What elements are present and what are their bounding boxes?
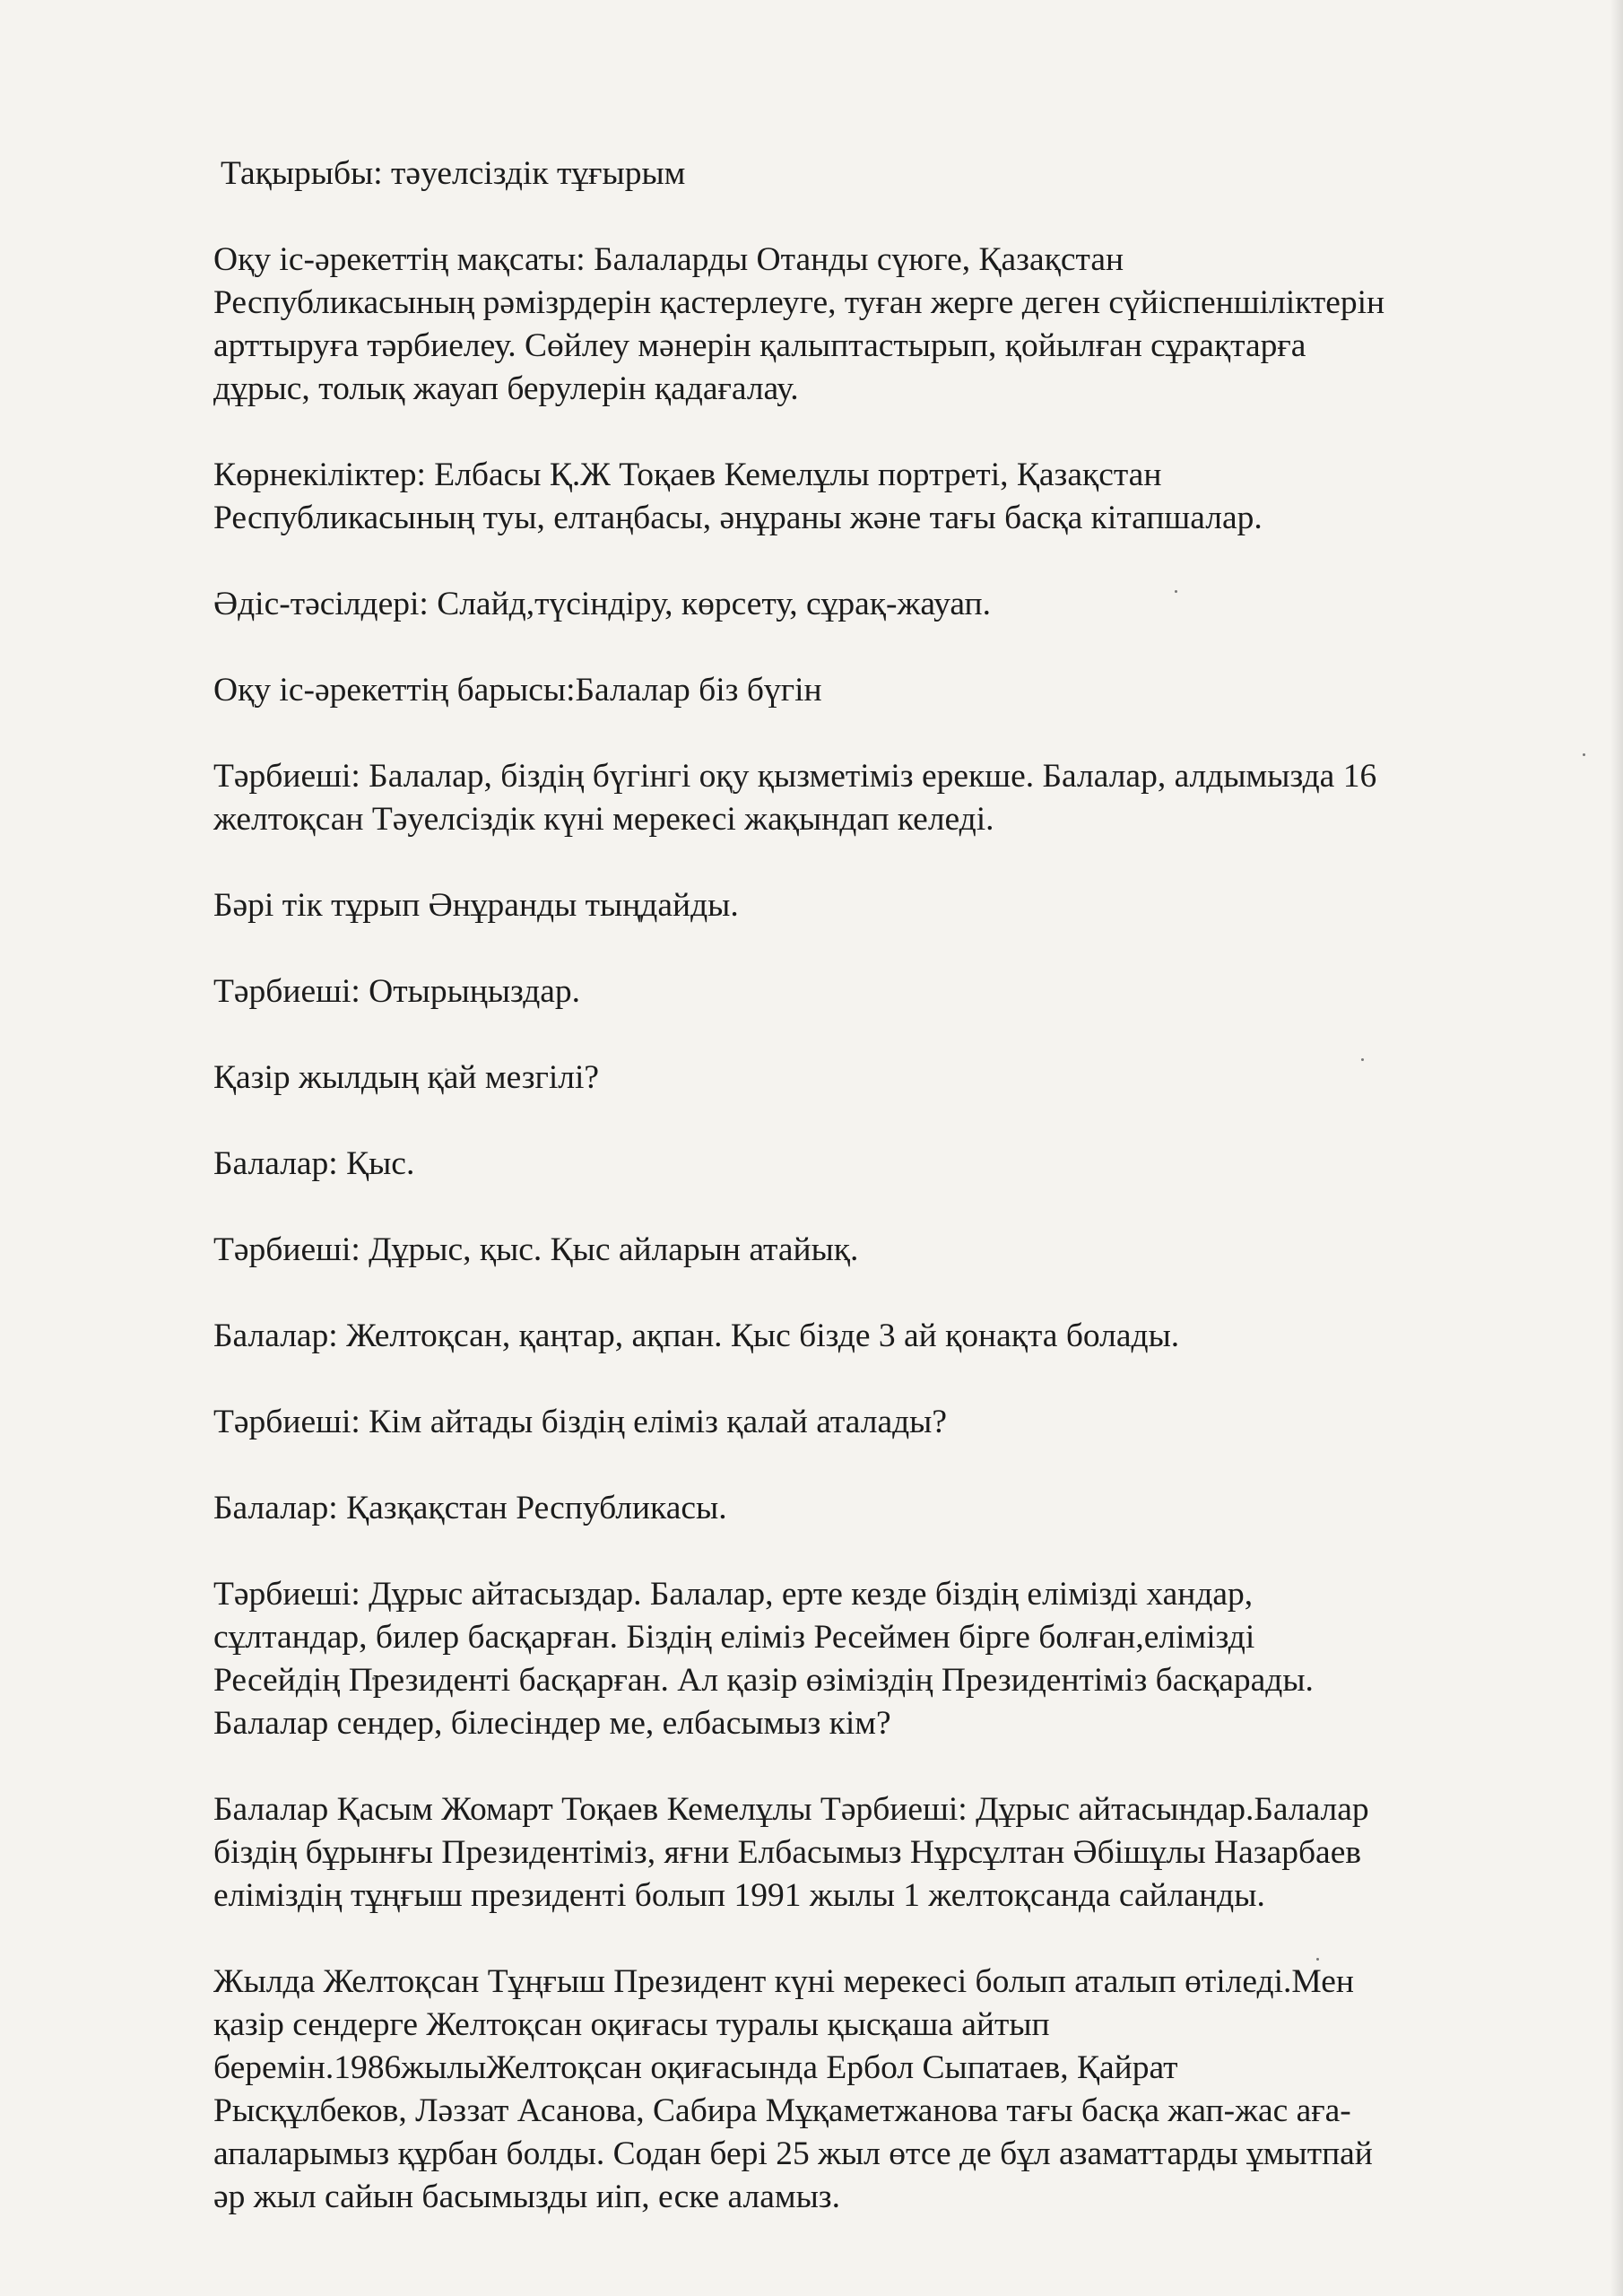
paragraph-course — [213, 669, 1487, 712]
paragraph-teacher-intro — [213, 755, 1487, 841]
text-line: Тәрбиеші: Дұрыс айтасыздар. Балалар, ерте кезде біздің елімізді хандар, — [213, 1576, 1254, 1613]
text-line: Оқу іс-әрекеттің барысы:Балалар біз бүгін — [213, 672, 822, 709]
paragraph-president — [213, 1788, 1487, 1918]
text-line: Көрнекіліктер: Елбасы Қ.Ж Тоқаев Кемелұлы портреті, Қазақстан — [213, 457, 1162, 493]
text-line: қазір сендерге Желтоқсан оқиғасы туралы қысқаша айтып — [213, 2006, 1050, 2043]
text-line: Ресейдің Президенті басқарған. Ал қазір өзіміздің Президентіміз басқарады. — [213, 1662, 1314, 1699]
text-line: Тәрбиеші: Дұрыс, қыс. Қыс айларын атайық. — [213, 1231, 859, 1268]
text-line: Жылда Желтоқсан Тұңғыш Президент күні мерекесі болып аталып өтіледі.Мен — [213, 1963, 1354, 2000]
text-line: Республикасының туы, елтаңбасы, әнұраны және тағы басқа кітапшалар. — [213, 500, 1263, 536]
scan-edge-shadow — [1610, 0, 1623, 2296]
paragraph-visual-aids — [213, 454, 1487, 540]
scan-speck — [1583, 753, 1585, 756]
paragraph-children-winter — [213, 1143, 1487, 1186]
text-line: Бәрі тік тұрып Әнұранды тыңдайды. — [213, 887, 739, 924]
text-line: әр жыл сайын басымызды иіп, еске аламыз. — [213, 2179, 840, 2215]
text-line: Республикасының рәмізрдерін қастерлеуге, туған жерге деген сүйіспеншіліктерін — [213, 284, 1385, 321]
text-line: Тақырыбы: тәуелсіздік тұғырым — [221, 155, 686, 192]
paragraph-teacher-country — [213, 1401, 1487, 1444]
paragraph-teacher-sit — [213, 970, 1487, 1013]
text-line: Оқу іс-әрекеттің мақсаты: Балаларды Отанды сүюге, Қазақстан — [213, 241, 1124, 278]
text-line: арттыруға тәрбиелеу. Сөйлеу мәнерін қалыптастырып, қойылған сұрақтарға — [213, 327, 1306, 364]
text-line: Балалар: Қазқақстан Республикасы. — [213, 1490, 727, 1526]
text-line: Әдіс-тәсілдері: Слайд,түсіндіру, көрсету, сұрақ-жауап. — [213, 586, 991, 622]
text-line: Балалар сендер, білесіндер ме, елбасымыз кім? — [213, 1705, 891, 1742]
paragraph-children-months — [213, 1315, 1487, 1358]
text-line: Тәрбиеші: Кім айтады біздің еліміз қалай аталады? — [213, 1404, 948, 1440]
paragraph-anthem — [213, 884, 1487, 927]
text-line: Тәрбиеші: Балалар, біздің бүгінгі оқу қызметіміз ерекше. Балалар, алдымызда 16 — [213, 758, 1377, 795]
text-line: желтоқсан Тәуелсіздік күні мерекесі жақындап келеді. — [213, 801, 994, 838]
text-line: Балалар: Желтоқсан, қаңтар, ақпан. Қыс бізде 3 ай қонақта болады. — [213, 1318, 1180, 1354]
text-line: апаларымыз құрбан болды. Содан бері 25 жыл өтсе де бұл азаматтарды ұмытпай — [213, 2135, 1373, 2172]
paragraph-topic — [221, 152, 1487, 196]
text-line: сұлтандар, билер басқарған. Біздің еліміз Ресеймен бірге болған,елімізді — [213, 1619, 1255, 1656]
paragraph-season-question — [213, 1057, 1487, 1100]
document-body — [213, 152, 1487, 2262]
text-line: еліміздің тұңғыш президенті болып 1991 жылы 1 желтоқсанда сайланды. — [213, 1877, 1265, 1914]
text-line: беремін.1986жылыЖелтоқсан оқиғасында Ербол Сыпатаев, Қайрат — [213, 2049, 1178, 2086]
paragraph-methods — [213, 583, 1487, 626]
text-line: дұрыс, толық жауап берулерін қадағалау. — [213, 370, 799, 407]
paragraph-december-events — [213, 1961, 1487, 2219]
paragraph-children-country — [213, 1487, 1487, 1530]
text-line: Балалар Қасым Жомарт Тоқаев Кемелұлы Тәрбиеші: Дұрыс айтасындар.Балалар — [213, 1791, 1369, 1828]
paragraph-teacher-months — [213, 1229, 1487, 1272]
paragraph-teacher-history — [213, 1573, 1487, 1745]
text-line: Тәрбиеші: Отырыңыздар. — [213, 973, 581, 1010]
paragraph-goal — [213, 239, 1487, 411]
text-line: Балалар: Қыс. — [213, 1145, 415, 1182]
text-line: біздің бұрынғы Президентіміз, яғни Елбасымыз Нұрсұлтан Әбішұлы Назарбаев — [213, 1834, 1362, 1871]
text-line: Қазір жылдың қай мезгілі? — [213, 1059, 600, 1096]
text-line: Рысқұлбеков, Ләззат Асанова, Сабира Мұқаметжанова тағы басқа жап-жас аға- — [213, 2092, 1351, 2129]
